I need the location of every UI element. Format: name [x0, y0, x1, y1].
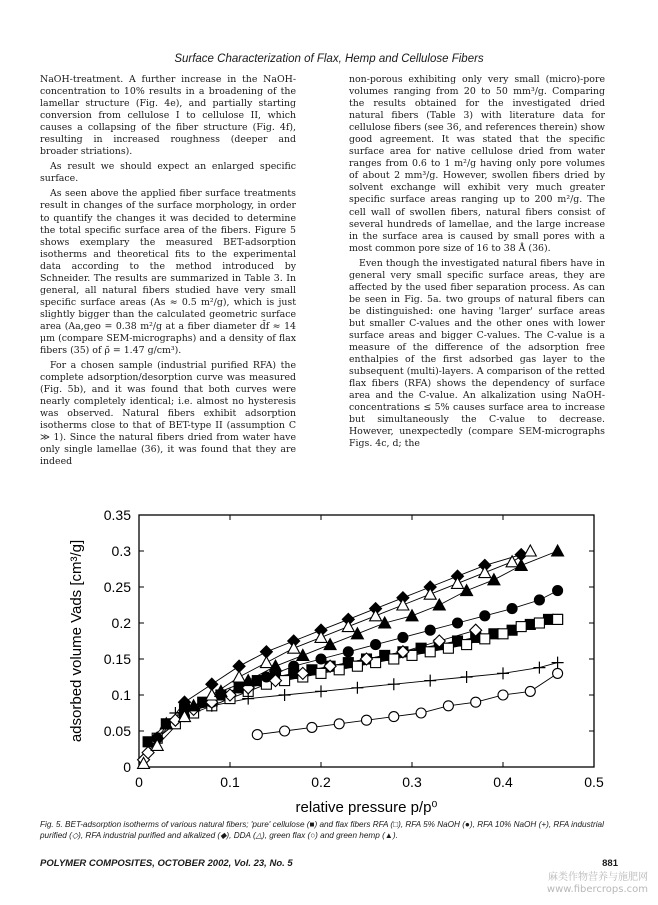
data-point	[388, 678, 400, 690]
x-tick-label: 0.4	[493, 774, 513, 790]
data-point	[553, 586, 563, 596]
data-point	[498, 690, 508, 700]
data-point	[524, 545, 536, 556]
journal-footer: POLYMER COMPOSITES, OCTOBER 2002, Vol. 23, No. 5	[40, 858, 293, 869]
right-column	[349, 74, 605, 453]
data-point	[497, 667, 509, 679]
data-point	[288, 642, 300, 653]
y-tick-label: 0.05	[103, 723, 131, 739]
data-point	[424, 675, 436, 687]
data-point	[525, 619, 535, 629]
y-tick-label: 0.3	[111, 543, 131, 559]
y-tick-label: 0.35	[103, 507, 131, 523]
data-point	[462, 640, 472, 650]
data-point	[398, 632, 408, 642]
data-point	[425, 647, 435, 657]
y-tick-label: 0	[123, 759, 131, 775]
data-point	[461, 671, 473, 683]
y-tick-label: 0.25	[103, 579, 131, 595]
data-point	[553, 668, 563, 678]
data-point	[553, 614, 563, 624]
left-column	[40, 74, 296, 472]
data-point	[453, 618, 463, 628]
data-point	[315, 631, 327, 642]
paragraph: NaOH-treatment. A further increase in the NaOH-concentration to 10% results in a broadening of the lamellar structure (Fig. 4e), and partially starting conversion from cellulose I to cellulose II, which causes a collapsing of the fiber structure (Fig. 4f), resulting in increased roughness (deeper and broader striations).	[40, 74, 296, 158]
data-point	[516, 622, 526, 632]
figure-5-chart	[60, 505, 620, 815]
data-point	[380, 650, 390, 660]
data-point	[533, 662, 545, 674]
data-point	[433, 599, 445, 610]
data-point	[233, 671, 245, 682]
data-point	[334, 719, 344, 729]
data-point	[534, 595, 544, 605]
figure-caption: Fig. 5. BET-adsorption isotherms of various natural fibers; 'pure' cellulose (■) and flax fibers RFA (□), RFA 5% NaOH (●), RFA 10% NaOH (+), RFA industrial purified (◇), RFA industrial purified and alkalized (◆), DDA (△), green flax (○) and green hemp (▲).	[40, 820, 604, 840]
chart-svg	[60, 505, 620, 815]
data-point	[307, 722, 317, 732]
data-point	[552, 657, 564, 669]
data-point	[443, 701, 453, 711]
data-point	[342, 621, 354, 632]
x-tick-label: 0.2	[311, 774, 331, 790]
data-point	[389, 712, 399, 722]
fit-curve	[144, 551, 531, 763]
data-point	[544, 614, 554, 624]
data-point	[416, 708, 426, 718]
x-tick-label: 0.3	[402, 774, 422, 790]
data-point	[416, 643, 426, 653]
data-point	[480, 611, 490, 621]
data-point	[443, 643, 453, 653]
x-axis-label: relative pressure p/p⁰	[295, 799, 438, 815]
data-point	[279, 689, 291, 701]
data-point	[534, 618, 544, 628]
data-point	[424, 588, 436, 599]
data-point	[389, 654, 399, 664]
paragraph: For a chosen sample (industrial purified RFA) the complete adsorption/desorption curve was measured (Fig. 5b), and it was found that both curves were nearly completely identical; i.e. almost no hysteresis was observed. Natural fibers exhibit adsorption isotherms close to that of BET-type II (assumption C ≫ 1). Since the natural fibers dried from water have only single lamellae (36), it was found that they are indeed	[40, 360, 296, 468]
data-point	[452, 577, 464, 588]
x-tick-label: 0.1	[220, 774, 240, 790]
paragraph: As seen above the applied fiber surface treatments result in changes of the surface morphology, in order to quantify the changes it was decided to determine the total specific surface area of the fibers. Figure 5 shows exemplary the measured BET-adsorption isotherms and theoretical fits to the experimental data according to the method introduced by Schneider. The results are summarized in Table 3. In general, all natural fibers studied have very small specific surface areas (As ≈ 0.5 m²/g), which is just slightly bigger than the calculated geometric surface area (Aa,geo = 0.38 m²/g at a fiber diameter d̄f ≈ 14 μm (compare SEM-micrographs) and a density of flax fibers (35) of ρ̄ = 1.47 g/cm³).	[40, 188, 296, 357]
data-point	[351, 682, 363, 694]
paragraph: Even though the investigated natural fibers have in general very small specific surface areas, they are affected by the used fiber separation process. As can be seen in Fig. 5a. two groups of natural fibers can be distinguished: one having 'larger' surface areas but smaller C-values and the other ones with lower surface areas and bigger C-values. The C-value is a measure of the difference of the adsorption free enthalpies of the first adsorbed gas layer to the subsequent (multi)-layers. A comparison of the retted flax fibers (RFA) shows the dependency of surface area and the C-value. An alkalization using NaOH-concentrations ≤ 5% causes surface area to increase but simultaneously the C-value to decrease. However, unexpectedly (compare SEM-micrographs Figs. 4c, d; the	[349, 257, 605, 450]
data-point	[362, 715, 372, 725]
data-point	[525, 686, 535, 696]
data-point	[489, 629, 499, 639]
paragraph: non-porous exhibiting only very small (micro)-pore volumes ranging from 20 to 50 mm³/g. Comparing the results obtained for the investigated dried natural fibers (Table 3) with literature data for cellulose fibers (see 36, and references therein) show good agreement. It was stated that the specific surface area for native cellulose dried from water ranges from 0.6 to 1 m²/g having only pore volumes of about 2 mm³/g. However, swollen fibers dried by solvent exchange will exhibit very much greater specific surface areas ranging up to 200 m²/g. The cell wall of swollen fibers, natural fibers consist of several hundreds of lamellae, and the large increase in the surface area is caused by small pores with a most common pore size of 16 to 38 Å (36).	[349, 74, 605, 254]
data-point	[343, 658, 353, 668]
data-point	[260, 657, 272, 668]
data-point	[370, 610, 382, 621]
data-point	[453, 636, 463, 646]
watermark	[547, 872, 648, 896]
data-point	[316, 654, 326, 664]
data-point	[507, 604, 517, 614]
data-point	[289, 661, 299, 671]
data-point	[425, 625, 435, 635]
data-point	[315, 685, 327, 697]
watermark-line: 麻类作物营养与施肥网	[548, 872, 648, 883]
data-point	[252, 730, 262, 740]
x-tick-label: 0.5	[584, 774, 604, 790]
y-tick-label: 0.2	[111, 615, 131, 631]
x-tick-label: 0	[135, 774, 143, 790]
data-point	[397, 599, 409, 610]
data-point	[316, 668, 326, 678]
data-point	[280, 726, 290, 736]
data-point	[506, 556, 518, 567]
data-point	[343, 647, 353, 657]
data-point	[471, 697, 481, 707]
page-number: 881	[602, 858, 618, 869]
data-point	[480, 634, 490, 644]
data-point	[498, 629, 508, 639]
y-tick-label: 0.15	[103, 651, 131, 667]
y-tick-label: 0.1	[111, 687, 131, 703]
paragraph: As result we should expect an enlarged specific surface.	[40, 161, 296, 185]
y-axis-label: adsorbed volume Vads [cm³/g]	[68, 539, 85, 743]
data-point	[479, 567, 491, 578]
data-point	[352, 661, 362, 671]
data-point	[406, 610, 418, 621]
data-point	[371, 640, 381, 650]
watermark-line: www.fibercrops.com	[546, 884, 648, 895]
running-head: Surface Characterization of Flax, Hemp and Cellulose Fibers	[174, 53, 484, 65]
data-point	[507, 625, 517, 635]
data-point	[552, 545, 564, 556]
